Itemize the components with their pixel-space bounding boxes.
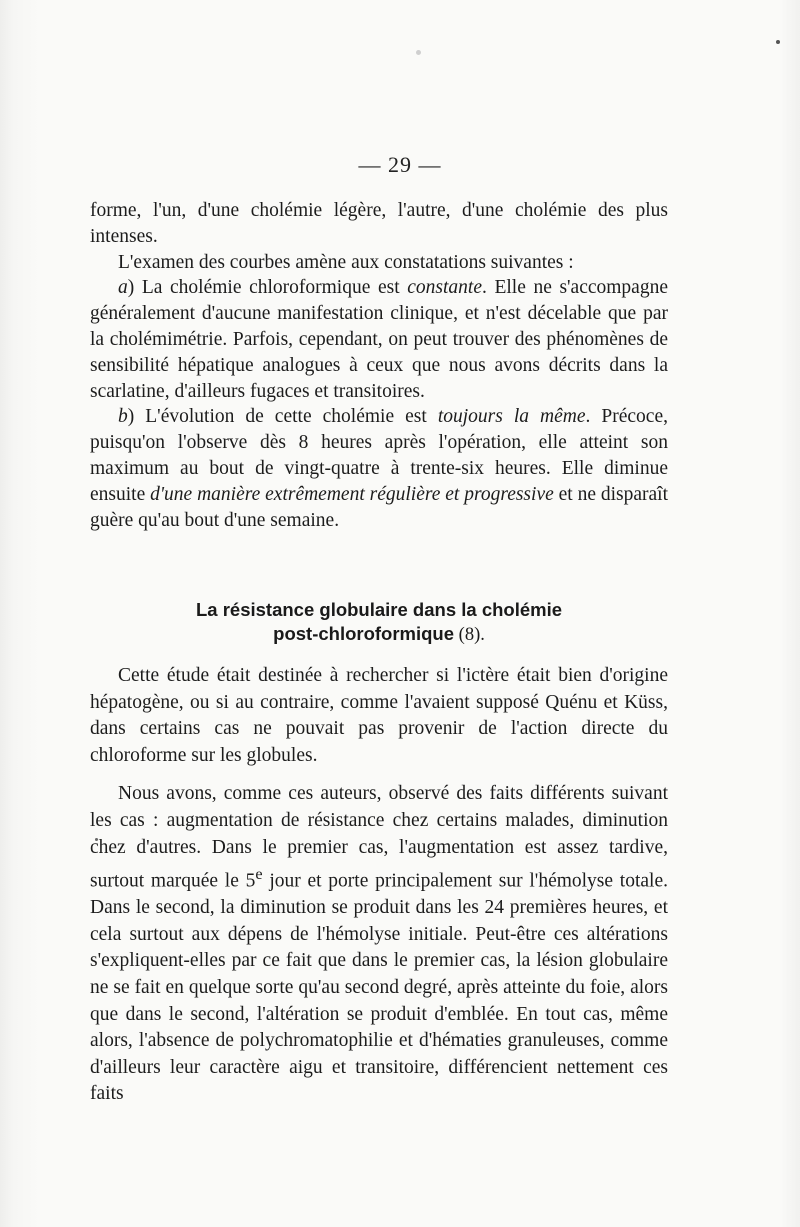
paragraph-study: Cette étude était destinée à rechercher si l'ictère était bien d'origine hépatogène, ou si au contraire, comme l'avaient supposé Quénu et Küss, dans certains cas ne pouvait pas provenir de l'action directe du chloroforme sur les globules.: [90, 665, 668, 766]
heading-line-1: La résistance globulaire dans la cholémie: [195, 599, 563, 620]
paragraph-observations: Nous avons, comme ces auteurs, observé des faits différents suivant les cas : augmentation de résistance chez certains malades, diminution chez d'autres. Dans le premier cas, l'augmentation est assez tardive, surtout marquée le 5e jour et porte principalement sur l'hémolyse totale. Dans le second, la diminution se produit dans les 24 premières heures, et cela surtout aux dépens de l'hémolyse initiale. Peut-être ces altérations s'expliquent-elles par ce fait que dans le premier cas, la lésion globulaire ne se fait en quelque sorte qu'au second degré, après atteinte du foie, alors que dans le second, l'altération se produit d'emblée. En tout cas, même alors, l'absence de polychromatophilie et d'hématies granuleuses, comme d'ailleurs leur caractère aigu et transitoire, différencient nettement ces faits: [90, 783, 668, 1105]
paragraph-continued: forme, l'un, d'une cholémie légère, l'autre, d'une cholémie des plus intenses.: [90, 200, 668, 247]
point-marker-b: b: [118, 406, 128, 428]
ordinal-superscript: e: [255, 865, 263, 884]
section-heading: [90, 598, 668, 647]
paragraph-point-b: b) L'évolution de cette cholémie est toujours la même. Précoce, puisqu'on l'observe dès 8 heures après l'opération, elle atteint son maximum au bout de vingt-quatre à trente-six heures. Elle diminue ensuite d'une manière extrêmement régulière et progressive et ne disparaît guère qu'au bout d'une semaine.: [90, 406, 669, 531]
paragraph-intro: L'examen des courbes amène aux constatations suivantes :: [118, 251, 574, 273]
emphasis-maniere: d'une manière extrêmement régulière et progressive: [150, 483, 554, 505]
paragraph-point-a: a) La cholémie chloroformique est constante. Elle ne s'accompagne généralement d'aucune manifestation clinique, et n'est décelable que par la cholémimétrie. Parfois, cependant, on peut trouver des phénomènes de sensibilité hépatique analogues à ceux que nous avons décrits dans la scarlatine, d'ailleurs fugaces et transitoires.: [90, 277, 668, 402]
body-text-section-1: [90, 198, 668, 533]
paper-speck: [416, 50, 421, 55]
page-number: — 29 —: [358, 152, 442, 177]
emphasis-toujours: toujours la même: [437, 406, 586, 428]
reference-number: (8).: [454, 625, 485, 645]
emphasis-constante: constante: [407, 277, 482, 299]
point-marker-a: a: [118, 277, 128, 299]
heading-line-2: post-chloroformique (8).: [273, 623, 485, 645]
paper-speck: [776, 40, 780, 44]
body-text-section-2: [90, 663, 668, 1108]
